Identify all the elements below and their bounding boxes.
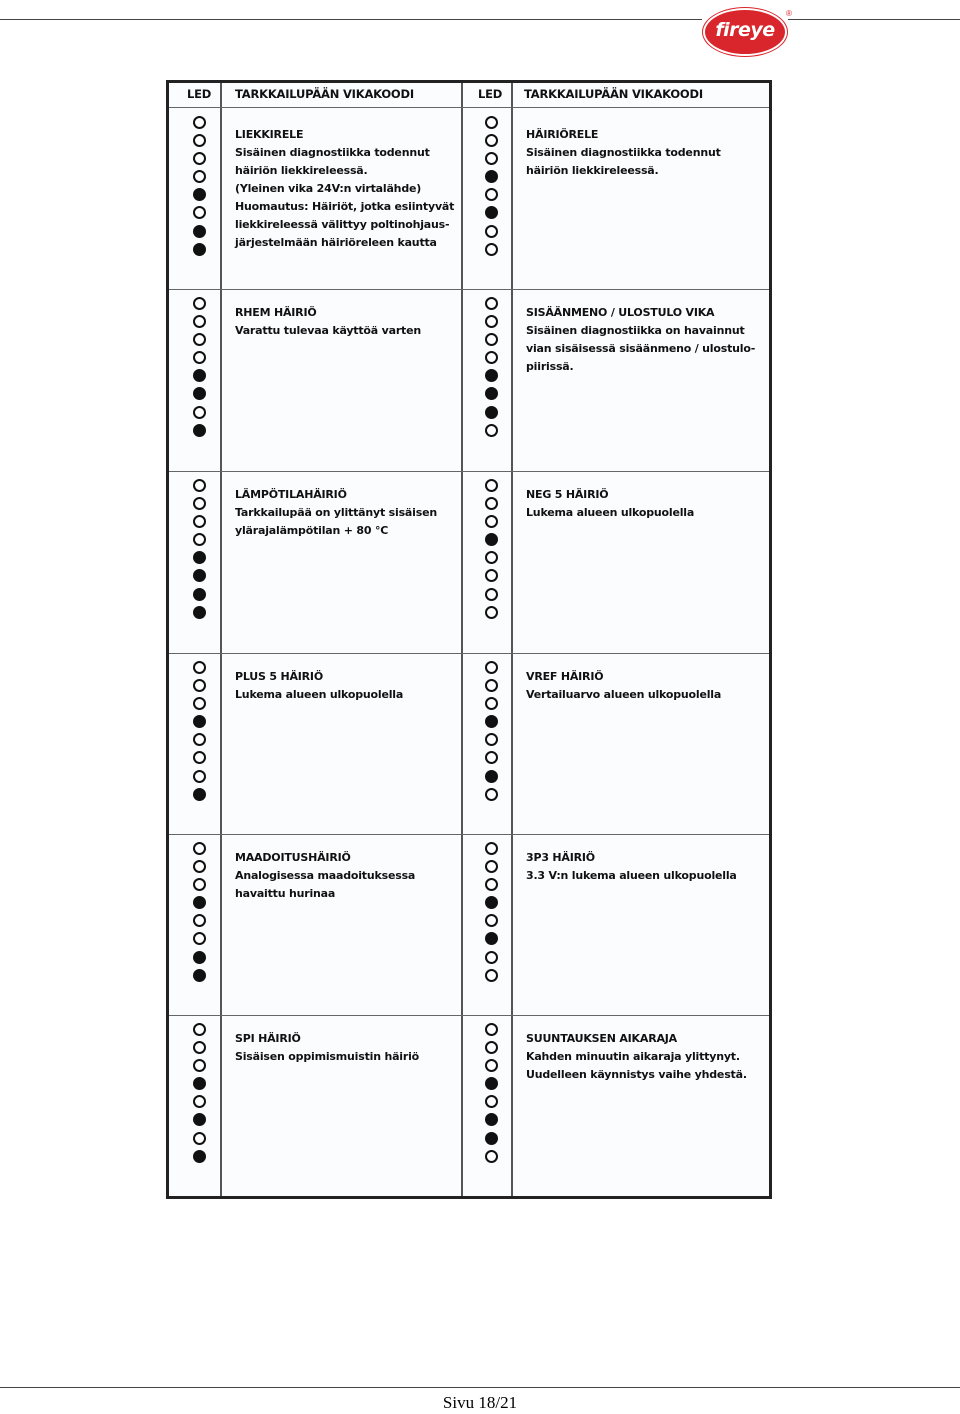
led-off-icon (485, 588, 498, 601)
led-pattern-right (485, 661, 503, 806)
led-pattern-left (193, 842, 211, 987)
fault-description-right (526, 126, 721, 180)
fault-title: LÄMPÖTILAHÄIRIÖ (235, 488, 347, 501)
led-off-icon (485, 152, 498, 165)
led-off-icon (485, 1095, 498, 1108)
led-off-icon (193, 116, 206, 129)
led-fault-code-table (166, 80, 772, 1199)
led-on-icon (485, 387, 498, 400)
led-off-icon (485, 551, 498, 564)
led-off-icon (193, 497, 206, 510)
led-on-icon (193, 188, 206, 201)
led-off-icon (485, 515, 498, 528)
fault-detail-line: 3.3 V:n lukema alueen ulkopuolella (526, 869, 737, 882)
led-off-icon (485, 134, 498, 147)
led-off-icon (485, 697, 498, 710)
header-led-left: LED (187, 87, 212, 101)
led-pattern-right (485, 842, 503, 987)
led-off-icon (485, 788, 498, 801)
led-on-icon (485, 896, 498, 909)
header-code-left: TARKKAILUPÄÄN VIKAKOODI (235, 87, 414, 101)
fault-detail-line: ylärajalämpötilan + 80 °C (235, 524, 389, 537)
fault-title: MAADOITUSHÄIRIÖ (235, 851, 351, 864)
led-off-icon (193, 679, 206, 692)
fault-description-left (235, 304, 421, 340)
led-pattern-left (193, 479, 211, 624)
fault-detail-line: Analogisessa maadoituksessa (235, 869, 416, 882)
led-off-icon (193, 878, 206, 891)
led-off-icon (193, 1059, 206, 1072)
led-on-icon (193, 896, 206, 909)
led-off-icon (193, 515, 206, 528)
led-off-icon (485, 315, 498, 328)
led-off-icon (485, 569, 498, 582)
row-divider (169, 471, 769, 472)
led-pattern-right (485, 1023, 503, 1168)
led-off-icon (193, 1132, 206, 1145)
fault-detail-line: Sisäinen diagnostiikka on havainnut (526, 324, 745, 337)
led-off-icon (485, 1059, 498, 1072)
led-off-icon (193, 297, 206, 310)
led-off-icon (193, 914, 206, 927)
fault-detail-line: Lukema alueen ulkopuolella (235, 688, 404, 701)
led-pattern-right (485, 116, 503, 261)
fault-title: VREF HÄIRIÖ (526, 670, 604, 683)
page-number: Sivu 18/21 (442, 1393, 518, 1412)
led-off-icon (193, 1023, 206, 1036)
led-off-icon (193, 170, 206, 183)
row-divider (169, 289, 769, 290)
led-on-icon (485, 932, 498, 945)
fault-detail-line: häiriön liekkireleessä. (235, 164, 368, 177)
led-on-icon (193, 1113, 206, 1126)
led-off-icon (485, 116, 498, 129)
fireye-logo (702, 6, 792, 58)
fault-description-left (235, 849, 415, 903)
fault-title: NEG 5 HÄIRIÖ (526, 488, 609, 501)
divider-center (461, 83, 463, 1196)
fault-detail-line: Sisäinen diagnostiikka todennut (526, 146, 721, 159)
led-on-icon (193, 551, 206, 564)
fault-detail-line: liekkireleessä välittyy poltinohjaus- (235, 218, 450, 231)
led-on-icon (193, 243, 206, 256)
fault-detail-line: (Yleinen vika 24V:n virtalähde) (235, 182, 422, 195)
fault-description-left (235, 1030, 419, 1066)
header-divider (169, 107, 769, 108)
led-off-icon (485, 351, 498, 364)
fault-detail-line: havaittu hurinaa (235, 887, 336, 900)
led-on-icon (485, 406, 498, 419)
led-off-icon (485, 914, 498, 927)
fault-detail-line: piirissä. (526, 360, 574, 373)
led-pattern-right (485, 479, 503, 624)
led-off-icon (193, 333, 206, 346)
led-on-icon (485, 715, 498, 728)
led-off-icon (485, 1150, 498, 1163)
led-off-icon (193, 751, 206, 764)
led-off-icon (485, 733, 498, 746)
led-on-icon (485, 369, 498, 382)
led-off-icon (485, 661, 498, 674)
led-on-icon (193, 569, 206, 582)
led-off-icon (193, 533, 206, 546)
led-on-icon (193, 424, 206, 437)
led-off-icon (193, 860, 206, 873)
led-off-icon (485, 878, 498, 891)
led-off-icon (485, 424, 498, 437)
fault-detail-line: Tarkkailupää on ylittänyt sisäisen (235, 506, 437, 519)
fault-description-right (526, 1030, 747, 1084)
led-off-icon (193, 842, 206, 855)
row-divider (169, 1015, 769, 1016)
fault-title: SUUNTAUKSEN AIKARAJA (526, 1032, 677, 1045)
fault-detail-line: Vertailuarvo alueen ulkopuolella (526, 688, 722, 701)
led-off-icon (485, 751, 498, 764)
led-on-icon (193, 225, 206, 238)
led-off-icon (485, 679, 498, 692)
led-off-icon (485, 606, 498, 619)
row-divider (169, 834, 769, 835)
led-off-icon (485, 243, 498, 256)
led-off-icon (193, 1041, 206, 1054)
fault-detail-line: Uudelleen käynnistys vaihe yhdestä. (526, 1068, 747, 1081)
led-off-icon (193, 134, 206, 147)
divider-led-right (511, 83, 513, 1196)
row-divider (169, 653, 769, 654)
led-pattern-left (193, 1023, 211, 1168)
led-off-icon (193, 1095, 206, 1108)
fault-detail-line: häiriön liekkireleessä. (526, 164, 659, 177)
fault-detail-line: Kahden minuutin aikaraja ylittynyt. (526, 1050, 740, 1063)
led-off-icon (193, 206, 206, 219)
led-on-icon (193, 969, 206, 982)
registered-mark: ® (786, 9, 792, 18)
led-off-icon (485, 951, 498, 964)
led-off-icon (193, 406, 206, 419)
fault-title: SISÄÄNMENO / ULOSTULO VIKA (526, 306, 715, 319)
fault-detail-line: järjestelmään häiriöreleen kautta (235, 236, 437, 249)
led-pattern-left (193, 661, 211, 806)
fault-title: SPI HÄIRIÖ (235, 1032, 301, 1045)
led-pattern-right (485, 297, 503, 442)
led-off-icon (485, 860, 498, 873)
led-off-icon (193, 697, 206, 710)
fault-detail-line: Sisäinen diagnostiikka todennut (235, 146, 430, 159)
fault-description-left (235, 126, 454, 252)
fault-detail-line: Huomautus: Häiriöt, jotka esiintyvät (235, 200, 455, 213)
fault-detail-line: vian sisäisessä sisäänmeno / ulostulo- (526, 342, 756, 355)
led-on-icon (485, 170, 498, 183)
led-off-icon (193, 733, 206, 746)
fault-description-left (235, 668, 403, 704)
led-on-icon (193, 606, 206, 619)
led-off-icon (485, 842, 498, 855)
fault-description-right (526, 304, 755, 376)
led-on-icon (485, 1113, 498, 1126)
led-off-icon (193, 661, 206, 674)
fault-title: RHEM HÄIRIÖ (235, 306, 317, 319)
led-on-icon (193, 788, 206, 801)
fault-description-right (526, 486, 694, 522)
led-off-icon (485, 1041, 498, 1054)
led-off-icon (193, 315, 206, 328)
led-on-icon (193, 1150, 206, 1163)
fault-detail-line: Varattu tulevaa käyttöä varten (235, 324, 421, 337)
led-on-icon (485, 206, 498, 219)
led-on-icon (193, 951, 206, 964)
header-led-right: LED (478, 87, 503, 101)
header-code-right: TARKKAILUPÄÄN VIKAKOODI (524, 87, 703, 101)
led-on-icon (193, 588, 206, 601)
fault-title: HÄIRIÖRELE (526, 128, 599, 141)
bottom-rule (0, 1387, 960, 1388)
fault-detail-line: Sisäisen oppimismuistin häiriö (235, 1050, 420, 1063)
led-off-icon (193, 351, 206, 364)
fault-title: PLUS 5 HÄIRIÖ (235, 670, 323, 683)
led-off-icon (193, 152, 206, 165)
led-on-icon (193, 387, 206, 400)
led-pattern-left (193, 297, 211, 442)
led-on-icon (485, 1077, 498, 1090)
fault-detail-line: Lukema alueen ulkopuolella (526, 506, 695, 519)
led-pattern-left (193, 116, 211, 261)
fault-description-left (235, 486, 437, 540)
led-off-icon (485, 333, 498, 346)
led-off-icon (485, 188, 498, 201)
led-on-icon (193, 1077, 206, 1090)
led-on-icon (485, 533, 498, 546)
led-off-icon (193, 770, 206, 783)
led-on-icon (193, 369, 206, 382)
led-on-icon (193, 715, 206, 728)
led-off-icon (193, 932, 206, 945)
divider-led-left (220, 83, 222, 1196)
logo-text: fireye (715, 19, 775, 41)
led-off-icon (485, 297, 498, 310)
top-rule (0, 19, 960, 20)
fault-description-right (526, 668, 721, 704)
led-on-icon (485, 770, 498, 783)
led-off-icon (485, 969, 498, 982)
led-on-icon (485, 1132, 498, 1145)
fault-title: LIEKKIRELE (235, 128, 304, 141)
led-off-icon (485, 225, 498, 238)
led-off-icon (485, 497, 498, 510)
led-off-icon (485, 1023, 498, 1036)
fault-title: 3P3 HÄIRIÖ (526, 851, 595, 864)
led-off-icon (485, 479, 498, 492)
fault-description-right (526, 849, 737, 885)
led-off-icon (193, 479, 206, 492)
